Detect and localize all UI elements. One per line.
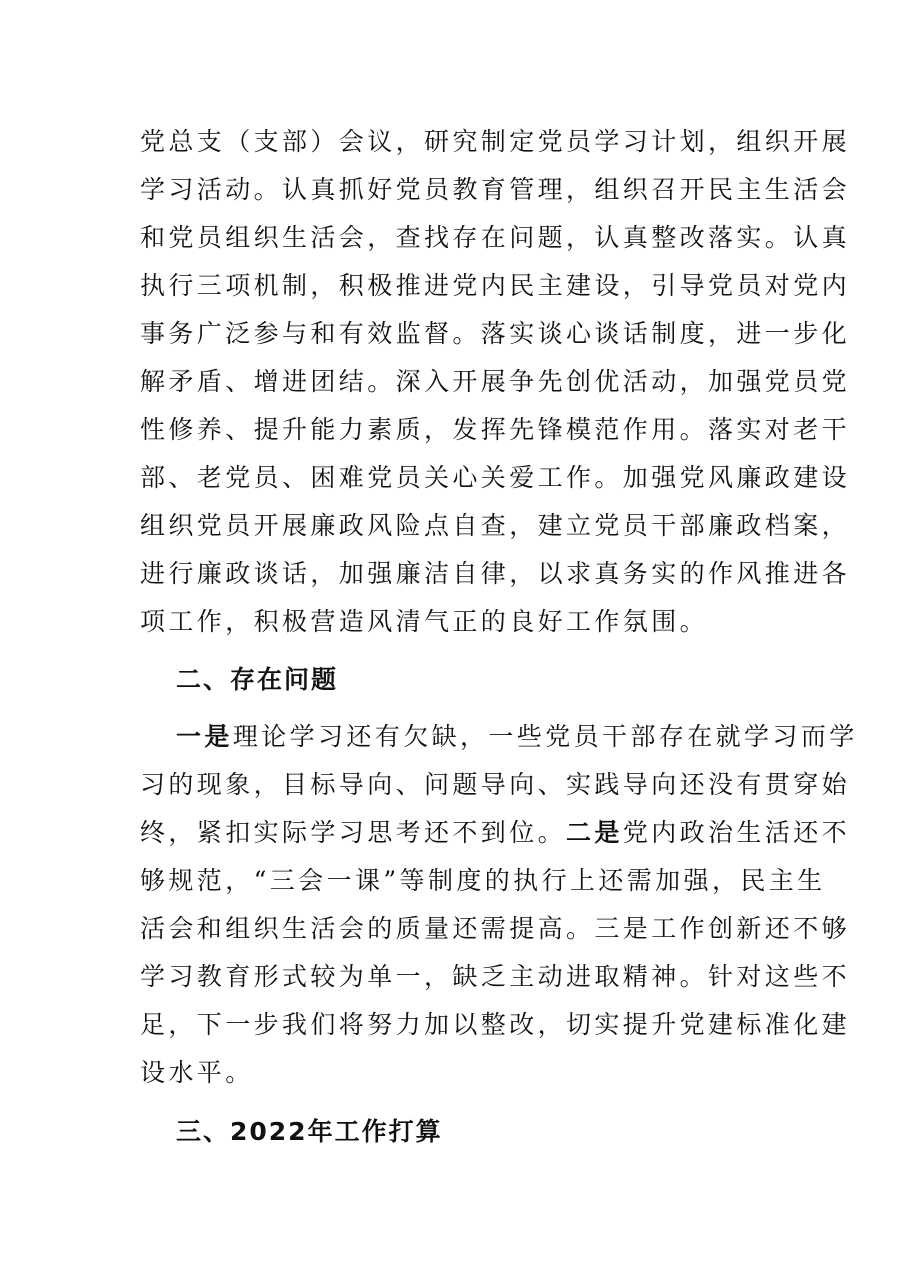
paragraph-line: 进行廉政谈话，加强廉洁自律，以求真务实的作风推进各	[140, 559, 851, 588]
paragraph-line	[140, 713, 858, 761]
paragraph-line: 执行三项机制，积极推进党内民主建设，引导党员对党内	[140, 271, 851, 300]
text-run: 党内政治生活还不	[622, 818, 851, 847]
section-heading-plan: 三、2022年工作打算	[176, 1117, 443, 1146]
paragraph-line: 性修养、提升能力素质，发挥先锋模范作用。落实对老干	[140, 415, 851, 444]
paragraph-line: 学习活动。认真抓好党员教育管理，组织召开民主生活会	[140, 175, 851, 204]
paragraph-line: 和党员组织生活会，查找存在问题，认真整改落实。认真	[140, 223, 851, 252]
paragraph-line: 设水平。	[140, 1058, 254, 1087]
paragraph-line: 事务广泛参与和有效监督。落实谈心谈话制度，进一步化	[140, 319, 851, 348]
paragraph-line: 习的现象，目标导向、问题导向、实践导向还没有贯穿始	[140, 770, 851, 799]
emphasis-second: 二是	[566, 818, 623, 847]
paragraph-line: 活会和组织生活会的质量还需提高。三是工作创新还不够	[140, 914, 851, 943]
paragraph-line	[140, 809, 851, 857]
paragraph-line: 组织党员开展廉政风险点自查，建立党员干部廉政档案，	[140, 511, 851, 540]
paragraph-line: 党总支（支部）会议，研究制定党员学习计划，组织开展	[140, 127, 851, 156]
paragraph-line: 足，下一步我们将努力加以整改，切实提升党建标准化建	[140, 1010, 851, 1039]
section-heading-problems: 二、存在问题	[176, 665, 339, 694]
emphasis-first: 一是	[176, 722, 233, 751]
paragraph-party-work	[140, 118, 851, 646]
paragraph-line: 部、老党员、困难党员关心关爱工作。加强党风廉政建设	[140, 463, 851, 492]
paragraph-line: 项工作，积极营造风清气正的良好工作氛围。	[140, 607, 709, 636]
paragraph-problems	[140, 713, 858, 1097]
paragraph-line: 够规范，“三会一课”等制度的执行上还需加强，民主生	[140, 866, 826, 895]
text-run: 理论学习还有欠缺，一些党员干部存在就学习而学	[232, 722, 858, 751]
paragraph-line: 学习教育形式较为单一，缺乏主动进取精神。针对这些不	[140, 962, 851, 991]
text-run: 终，紧扣实际学习思考还不到位。	[140, 818, 567, 847]
paragraph-line: 解矛盾、增进团结。深入开展争先创优活动，加强党员党	[140, 367, 851, 396]
